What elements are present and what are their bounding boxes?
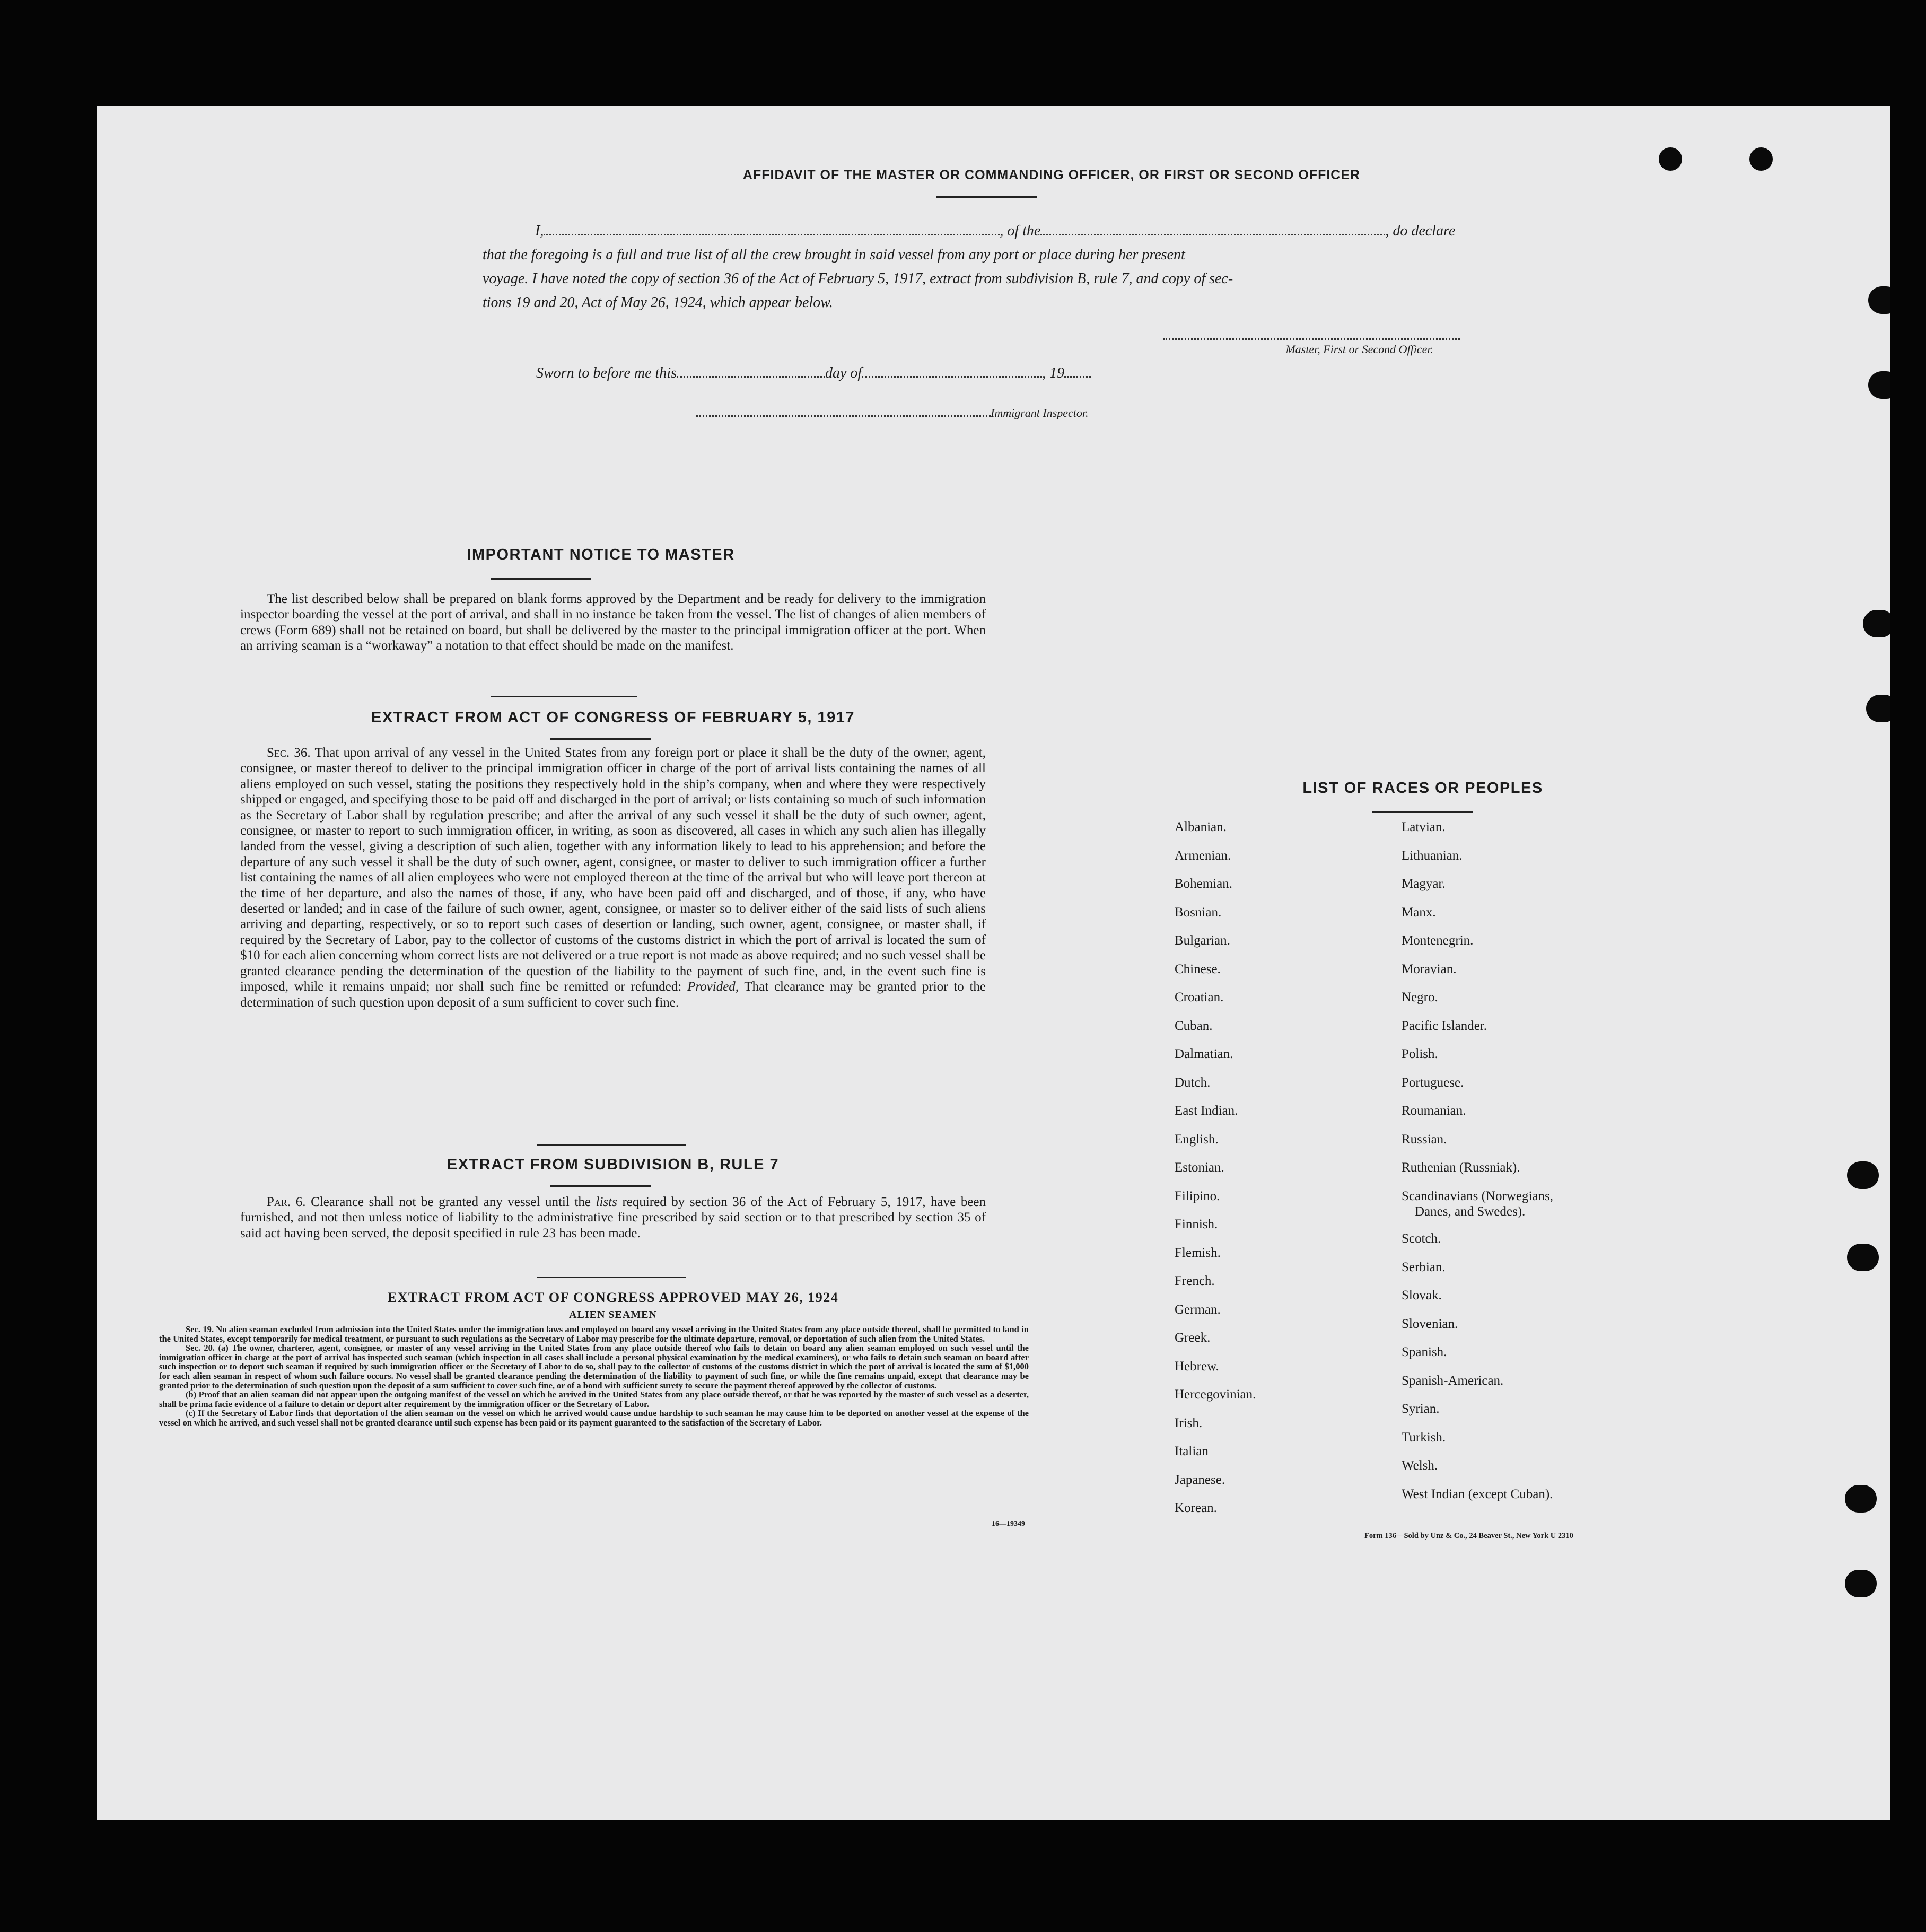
extract-1924-body: [159, 1325, 1029, 1428]
race-item: Dalmatian.: [1175, 1047, 1233, 1061]
inspector-blank[interactable]: [696, 415, 991, 417]
race-item: Spanish.: [1402, 1345, 1447, 1359]
master-signature-caption: Master, First or Second Officer.: [1285, 343, 1433, 356]
vessel-blank[interactable]: [1040, 234, 1385, 235]
inspector-caption: Immigrant Inspector.: [991, 406, 1089, 419]
race-item: Montenegrin.: [1402, 933, 1474, 948]
sec-20c-paragraph: (c) If the Secretary of Labor finds that deportation of the alien seaman on the vessel on which he arrived would cause undue hardship to such seaman he may cause him to be deported on another vessel at the expense of the vessel on which he arrived, and such vessel shall not be granted clearance until such expense has been paid or its payment guaranteed to the satisfaction of the Secretary of Labor.: [159, 1408, 1029, 1428]
race-item: Turkish.: [1402, 1430, 1446, 1445]
affidavit-declare: , do declare: [1385, 223, 1456, 239]
sec-20a-paragraph: Sec. 20. (a) The owner, charterer, agent, consignee, or master of any vessel arriving in the United States from any place outside thereof who fails to detain on board any alien seaman employed on such vessel until the immigration officer in charge at the port of arrival has inspected such seaman (which inspection in all cases shall include a personal physical examination by the medical examiners), or who fails to detain such seaman on board after such inspection or to deport such seaman if required by such immigration officer or the Secretary of Labor to do so, shall pay to the collector of customs of the customs district in which the port of arrival is located the sum of $1,000 for each alien seaman in respect of whom such failure occurs. No vessel shall be granted clearance pending the determination of the liability to payment of such fine, or while the fine remains unpaid, except that clearance may be granted prior to the determination of such question upon the deposit of a sum sufficient to cover such fine, or of a bond with sufficient surety to secure the payment thereof approved by the collector of customs.: [159, 1343, 1029, 1391]
punch-hole: [1847, 1244, 1879, 1271]
paragraph-label: Par. 6.: [267, 1195, 306, 1209]
race-item: East Indian.: [1175, 1104, 1238, 1118]
race-item: Manx.: [1402, 905, 1436, 920]
race-item: Moravian.: [1402, 961, 1457, 976]
extract-1924-subtitle: ALIEN SEAMEN: [569, 1309, 657, 1321]
race-item: Dutch.: [1175, 1075, 1211, 1090]
notice-title: IMPORTANT NOTICE TO MASTER: [467, 546, 735, 563]
race-item: Magyar.: [1402, 877, 1446, 891]
race-item: Flemish.: [1175, 1245, 1221, 1260]
race-item: Hebrew.: [1175, 1359, 1219, 1374]
sworn-line: [536, 365, 1279, 382]
race-item: Bosnian.: [1175, 905, 1222, 920]
punch-hole: [1845, 1485, 1877, 1513]
divider: [491, 578, 591, 580]
race-item: West Indian (except Cuban).: [1402, 1487, 1553, 1501]
race-item: Pacific Islander.: [1402, 1018, 1487, 1033]
affidavit-line2: that the foregoing is a full and true list of all the crew brought in said vessel from any port or place during her present: [483, 247, 1185, 263]
divider: [550, 738, 651, 740]
race-item: Armenian.: [1175, 848, 1231, 863]
race-item: Italian: [1175, 1444, 1209, 1458]
race-item: Welsh.: [1402, 1458, 1438, 1473]
affidavit-of-the: , of the: [1000, 223, 1041, 239]
race-item: Serbian.: [1402, 1260, 1446, 1274]
race-item: German.: [1175, 1302, 1221, 1317]
form-sold-note: Form 136—Sold by Unz & Co., 24 Beaver St., New York U 2310: [1364, 1532, 1573, 1540]
punch-hole: [1845, 1570, 1877, 1597]
divider: [1372, 811, 1473, 813]
race-item: Negro.: [1402, 990, 1438, 1004]
divider: [550, 1185, 651, 1187]
races-title: LIST OF RACES OR PEOPLES: [1302, 780, 1543, 797]
race-item: Korean.: [1175, 1501, 1217, 1515]
divider: [537, 1144, 686, 1146]
race-item: Spanish-American.: [1402, 1373, 1504, 1388]
race-item: Scotch.: [1402, 1231, 1441, 1246]
race-item: Slovenian.: [1402, 1316, 1458, 1331]
year-blank[interactable]: [1064, 376, 1091, 378]
sworn-year: , 19: [1042, 365, 1065, 381]
punch-hole: [1866, 695, 1890, 722]
race-item: Polish.: [1402, 1047, 1438, 1061]
sworn-prefix: Sworn to before me this: [536, 365, 677, 381]
punch-hole: [1868, 286, 1890, 314]
punch-hole: [1847, 1161, 1879, 1189]
sec-19-paragraph: Sec. 19. No alien seaman excluded from admission into the United States under the immigration laws and employed on board any vessel arriving in the United States from any place outside thereof, shall be permitted to land in the United States, except temporarily for medical treatment, or pursuant to such regulations as the Secretary of Labor may prescribe for the ultimate departure, removal, or deportation of such alien from the United States.: [159, 1324, 1029, 1344]
race-item: Filipino.: [1175, 1188, 1220, 1203]
divider: [491, 696, 637, 697]
rule7-title: EXTRACT FROM SUBDIVISION B, RULE 7: [447, 1156, 780, 1173]
affidavit-title: AFFIDAVIT OF THE MASTER OR COMMANDING OFFICER, OR FIRST OR SECOND OFFICER: [742, 168, 1361, 182]
month-blank[interactable]: [862, 376, 1042, 378]
race-item: Roumanian.: [1402, 1104, 1466, 1118]
race-item: Bohemian.: [1175, 877, 1233, 891]
race-item: Estonian.: [1175, 1160, 1224, 1175]
master-signature-line[interactable]: [1163, 333, 1460, 340]
extract-1924-title: EXTRACT FROM ACT OF CONGRESS APPROVED MAY 26, 1924: [387, 1290, 839, 1305]
race-item: Japanese.: [1175, 1472, 1225, 1487]
document-page: [97, 106, 1890, 1820]
race-item: Portuguese.: [1402, 1075, 1464, 1090]
race-item: Bulgarian.: [1175, 933, 1230, 948]
section-label: Sec. 36.: [267, 746, 311, 760]
extract-1917-title: EXTRACT FROM ACT OF CONGRESS OF FEBRUARY 5, 1917: [371, 709, 855, 726]
name-blank[interactable]: [544, 234, 1000, 235]
day-blank[interactable]: [677, 376, 825, 378]
race-item: Russian.: [1402, 1132, 1447, 1147]
punch-hole: [1868, 371, 1890, 399]
notice-body: The list described below shall be prepared on blank forms approved by the Department and be ready for delivery to the immigration inspector boarding the vessel at the port of arrival, and shall in no instance be taken from the vessel. The list of changes of alien members of crews (Form 689) shall not be retained on board, but shall be delivered by the master to the principal immigration officer at the port. When an arriving seaman is a “workaway” a notation to that effect should be made on the manifest.: [240, 592, 986, 653]
race-item: English.: [1175, 1132, 1219, 1147]
punch-hole: [1863, 610, 1890, 637]
divider: [936, 196, 1037, 198]
race-item: Ruthenian (Russniak).: [1402, 1160, 1520, 1175]
rule7-body: Par. 6. Clearance shall not be granted any vessel until the lists required by section 36 of the Act of February 5, 1917, have been furnished, and not then unless notice of liability to the administrative fine prescribed by said section or to that prescribed by section 35 of said act having been served, the deposit specified in rule 23 has been made.: [240, 1195, 986, 1240]
divider: [537, 1277, 686, 1278]
affidavit-line1: [535, 223, 1586, 240]
affidavit-line3: voyage. I have noted the copy of section 36 of the Act of February 5, 1917, extract from subdivision B, rule 7, and copy of sec-: [483, 270, 1233, 287]
race-item: Latvian.: [1402, 820, 1446, 834]
race-item: Greek.: [1175, 1331, 1211, 1345]
race-item: Scandinavians (Norwegians, Danes, and Swedes).: [1402, 1188, 1554, 1219]
race-item: Chinese.: [1175, 961, 1221, 976]
punch-hole: [1659, 147, 1682, 171]
form-code: 16—19349: [992, 1520, 1025, 1528]
race-item: Albanian.: [1175, 820, 1227, 834]
race-item: Croatian.: [1175, 990, 1224, 1004]
race-item: Finnish.: [1175, 1217, 1218, 1231]
race-item: Hercegovinian.: [1175, 1387, 1256, 1402]
sec-20b-paragraph: (b) Proof that an alien seaman did not appear upon the outgoing manifest of the vessel on which he arrived in the United States from any place outside thereof, or that he was reported by the master of such vessel as a deserter, shall be prima facie evidence of a failure to detain or deport after requirement by the immigration officer or the Secretary of Labor.: [159, 1389, 1029, 1409]
race-item: Cuban.: [1175, 1018, 1213, 1033]
affidavit-line4: tions 19 and 20, Act of May 26, 1924, which appear below.: [483, 294, 833, 311]
punch-hole: [1749, 147, 1773, 171]
race-item: Syrian.: [1402, 1402, 1440, 1416]
race-item: Irish.: [1175, 1415, 1203, 1430]
affidavit-i: I,: [535, 223, 544, 239]
race-item: Lithuanian.: [1402, 848, 1463, 863]
race-item: Slovak.: [1402, 1288, 1442, 1302]
inspector-line: [696, 406, 1227, 420]
race-item: French.: [1175, 1274, 1215, 1288]
extract-1917-body: Sec. 36. That upon arrival of any vessel in the United States from any foreign port or place it shall be the duty of the owner, agent, consignee, or master thereof to deliver to the principal immigration officer in charge of the port of arrival lists containing the names of all aliens employed on such vessel, stating the positions they respectively hold in the ship’s company, when and where they were respectively shipped or engaged, and specifying those to be paid off and discharged in the port of arrival; or lists containing so much of such information as the Secretary of Labor shall by regulation prescribe; and after the arrival of any such vessel it shall be the duty of such owner, agent, consignee, or master to report to such immigration officer, in writing, as soon as discovered, all cases in which any such alien has illegally landed from the vessel, giving a description of such alien, together with any information likely to lead to his apprehension; and before the departure of any such vessel it shall be the duty of such owner, agent, consignee, or master to deliver to such immigration officer a further list containing the names of all alien employees who were not employed thereon at the time of the arrival but who will leave port thereon at the time of her departure, and also the names of those, if any, who have been paid off and discharged, and of those, if any, who have deserted or landed; and in case of the failure of such owner, agent, consignee, or master so to deliver either of the said lists of such aliens arriving and departing, respectively, or so to report such cases of desertion or landing, such owner, agent, consignee, or master shall, if required by the Secretary of Labor, pay to the collector of customs of the customs district in which the port of arrival is located the sum of $10 for each alien concerning whom correct lists are not delivered or a true report is not made as above required; and no such vessel shall be granted clearance pending the determination of the question of the liability to the payment of such fine, and, in the event such fine is imposed, while it remains unpaid; nor shall such fine be remitted or refunded: Provided, That clearance may be granted prior to the determination of such question upon deposit of a sum sufficient to cover such fine.: [240, 746, 986, 1010]
sworn-day: day of: [825, 365, 862, 381]
